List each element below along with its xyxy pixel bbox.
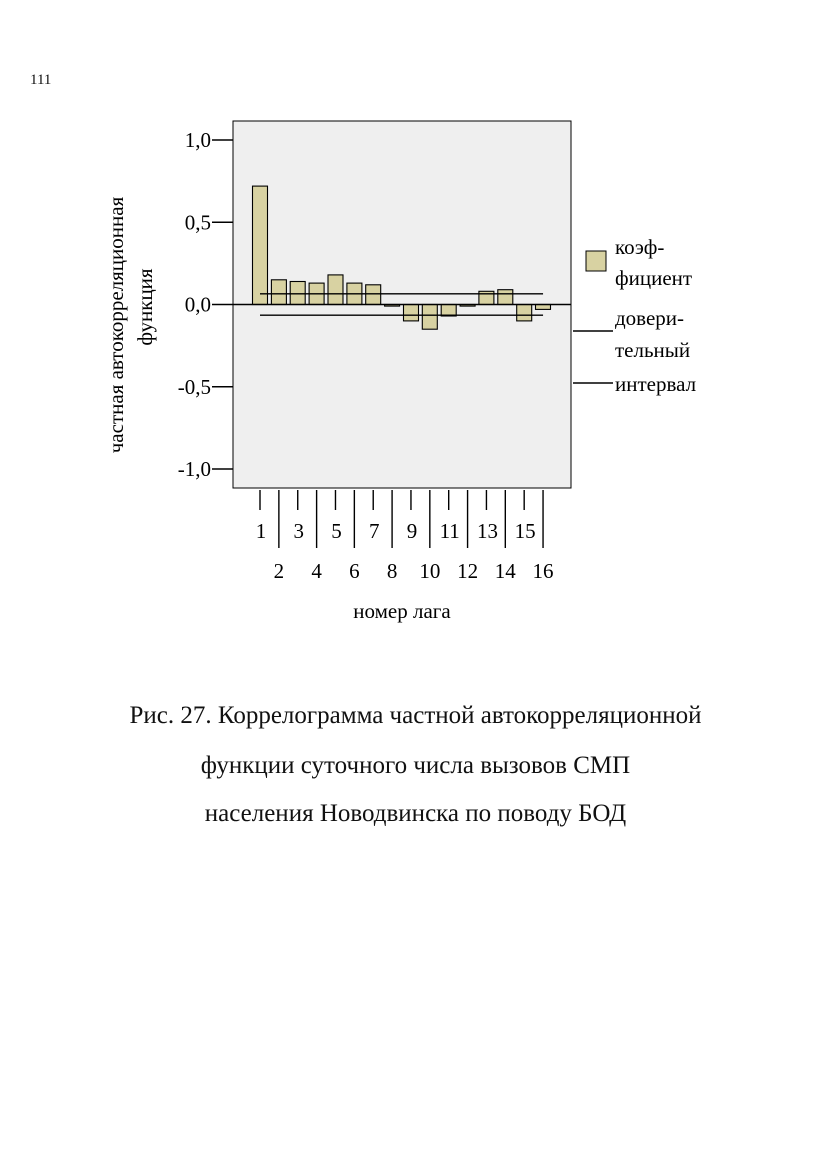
x-tick-label-11: 11 <box>439 519 460 543</box>
legend-ci-label-2: тельный <box>615 338 691 362</box>
legend-ci-label-1: довери- <box>615 306 685 330</box>
bar-lag-1 <box>253 186 268 304</box>
x-tick-label-16: 16 <box>532 559 554 583</box>
bar-lag-10 <box>422 305 437 330</box>
y-tick-label: 1,0 <box>184 128 211 152</box>
x-tick-label-14: 14 <box>494 559 516 583</box>
y-tick-label: 0,5 <box>184 210 211 235</box>
y-axis-label-line-2: функция <box>133 268 157 346</box>
bar-lag-3 <box>290 282 305 305</box>
x-tick-label-6: 6 <box>349 559 360 583</box>
x-tick-label-12: 12 <box>457 559 479 583</box>
page-number: 111 <box>30 72 52 88</box>
x-tick-label-15: 15 <box>514 519 536 543</box>
x-tick-label-10: 10 <box>419 559 441 583</box>
x-tick-label-13: 13 <box>476 519 498 543</box>
legend-ci-label-3: интервал <box>615 372 697 396</box>
bar-lag-5 <box>328 275 343 305</box>
x-tick-label-5: 5 <box>331 519 342 543</box>
x-tick-label-2: 2 <box>273 559 285 583</box>
bar-lag-11 <box>441 305 456 317</box>
x-tick-label-1: 1 <box>255 519 267 543</box>
legend <box>573 235 696 396</box>
bar-lag-2 <box>271 280 286 305</box>
x-tick-label-3: 3 <box>293 519 304 543</box>
bar-lag-7 <box>366 285 381 305</box>
x-tick-label-7: 7 <box>368 519 380 543</box>
y-tick-label: 0,0 <box>184 292 211 317</box>
bar-lag-15 <box>517 305 532 321</box>
y-tick-label: -1,0 <box>177 457 211 481</box>
legend-coef-label-2: фициент <box>615 266 693 290</box>
y-axis-label-line-1: частная автокорреляционная <box>104 196 128 454</box>
bar-lag-9 <box>404 305 419 321</box>
legend-coef-label-1: коэф- <box>615 235 665 259</box>
x-tick-label-8: 8 <box>386 559 398 583</box>
y-tick-label: -0,5 <box>177 374 211 399</box>
x-axis-label: номер лага <box>353 599 451 623</box>
figure-caption-line-1: Рис. 27. Коррелограмма частной автокорреляционной <box>129 702 702 729</box>
legend-coef-swatch <box>586 251 606 271</box>
bar-lag-14 <box>498 290 513 305</box>
figure-caption-line-3: населения Новодвинска по поводу БОД <box>204 800 627 827</box>
y-axis <box>178 128 233 481</box>
x-tick-label-9: 9 <box>406 519 418 543</box>
x-tick-label-4: 4 <box>311 559 322 583</box>
x-axis <box>256 490 554 583</box>
figure-caption-line-2: функции суточного числа вызовов СМП <box>200 752 631 779</box>
